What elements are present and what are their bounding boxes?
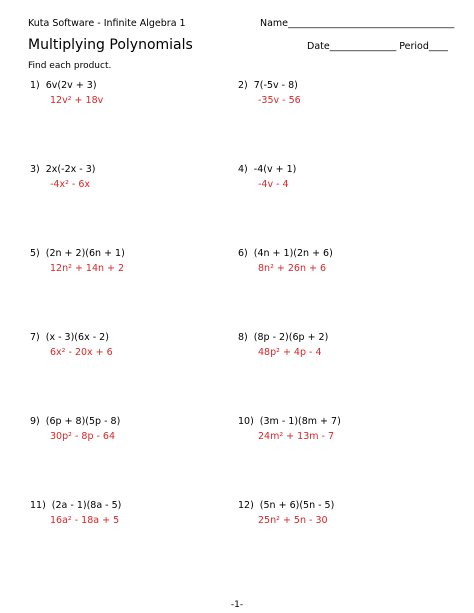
problem-number: 2) [238, 80, 248, 91]
problem-11 [30, 500, 121, 526]
problem-question: (8p - 2)(6p + 2) [253, 332, 329, 343]
problem-12 [238, 500, 334, 526]
problem-answer: -35v - 56 [258, 95, 301, 106]
problem-9 [30, 416, 120, 442]
problem-answer: 8n² + 26n + 6 [258, 263, 327, 274]
problem-question: (x - 3)(6x - 2) [45, 332, 109, 343]
instruction-text: Find each product. [28, 61, 112, 71]
problem-number: 9) [30, 416, 40, 427]
problem-answer: 24m² + 13m - 7 [258, 431, 335, 442]
problem-question: (5n + 6)(5n - 5) [259, 500, 335, 511]
problem-number: 11) [30, 500, 46, 511]
problem-question: (4n + 1)(2n + 6) [253, 248, 333, 259]
problem-answer: -4v - 4 [258, 179, 289, 190]
problem-question: (2a - 1)(8a - 5) [51, 500, 122, 511]
problem-4 [238, 164, 296, 190]
problem-number: 8) [238, 332, 248, 343]
worksheet-title: Multiplying Polynomials [28, 37, 193, 53]
problem-2 [238, 80, 301, 106]
problem-10 [238, 416, 341, 442]
problem-3 [30, 164, 95, 190]
problem-number: 10) [238, 416, 254, 427]
problem-question: (3m - 1)(8m + 7) [259, 416, 341, 427]
problem-number: 1) [30, 80, 40, 91]
problem-number: 6) [238, 248, 248, 259]
problem-5 [30, 248, 125, 274]
problem-number: 5) [30, 248, 40, 259]
problem-number: 7) [30, 332, 40, 343]
problem-answer: 16a² - 18a + 5 [50, 515, 120, 526]
problem-1 [30, 80, 103, 106]
problem-question: (6p + 8)(5p - 8) [45, 416, 121, 427]
problem-number: 3) [30, 164, 40, 175]
problem-answer: 6x² - 20x + 6 [50, 347, 113, 358]
problem-answer: 12n² + 14n + 2 [50, 263, 125, 274]
problem-answer: 30p² - 8p - 64 [50, 431, 116, 442]
problem-answer: 25n² + 5n - 30 [258, 515, 328, 526]
problem-question: 7(-5v - 8) [253, 80, 298, 91]
problem-question: -4(v + 1) [253, 164, 297, 175]
problem-question: 6v(2v + 3) [45, 80, 97, 91]
problem-answer: 48p² + 4p - 4 [258, 347, 322, 358]
problem-8 [238, 332, 328, 358]
problem-7 [30, 332, 113, 358]
problem-6 [238, 248, 333, 274]
problem-answer: -4x² - 6x [50, 179, 91, 190]
page-number: -1- [230, 600, 244, 610]
date-period-line: Date______________ Period____ [307, 41, 448, 52]
problem-answer: 12v² + 18v [50, 95, 104, 106]
problem-number: 4) [238, 164, 248, 175]
problem-question: 2x(-2x - 3) [45, 164, 96, 175]
name-field-line: Name___________________________________ [260, 18, 455, 29]
software-label: Kuta Software - Infinite Algebra 1 [28, 18, 186, 29]
problem-number: 12) [238, 500, 254, 511]
problem-question: (2n + 2)(6n + 1) [45, 248, 125, 259]
